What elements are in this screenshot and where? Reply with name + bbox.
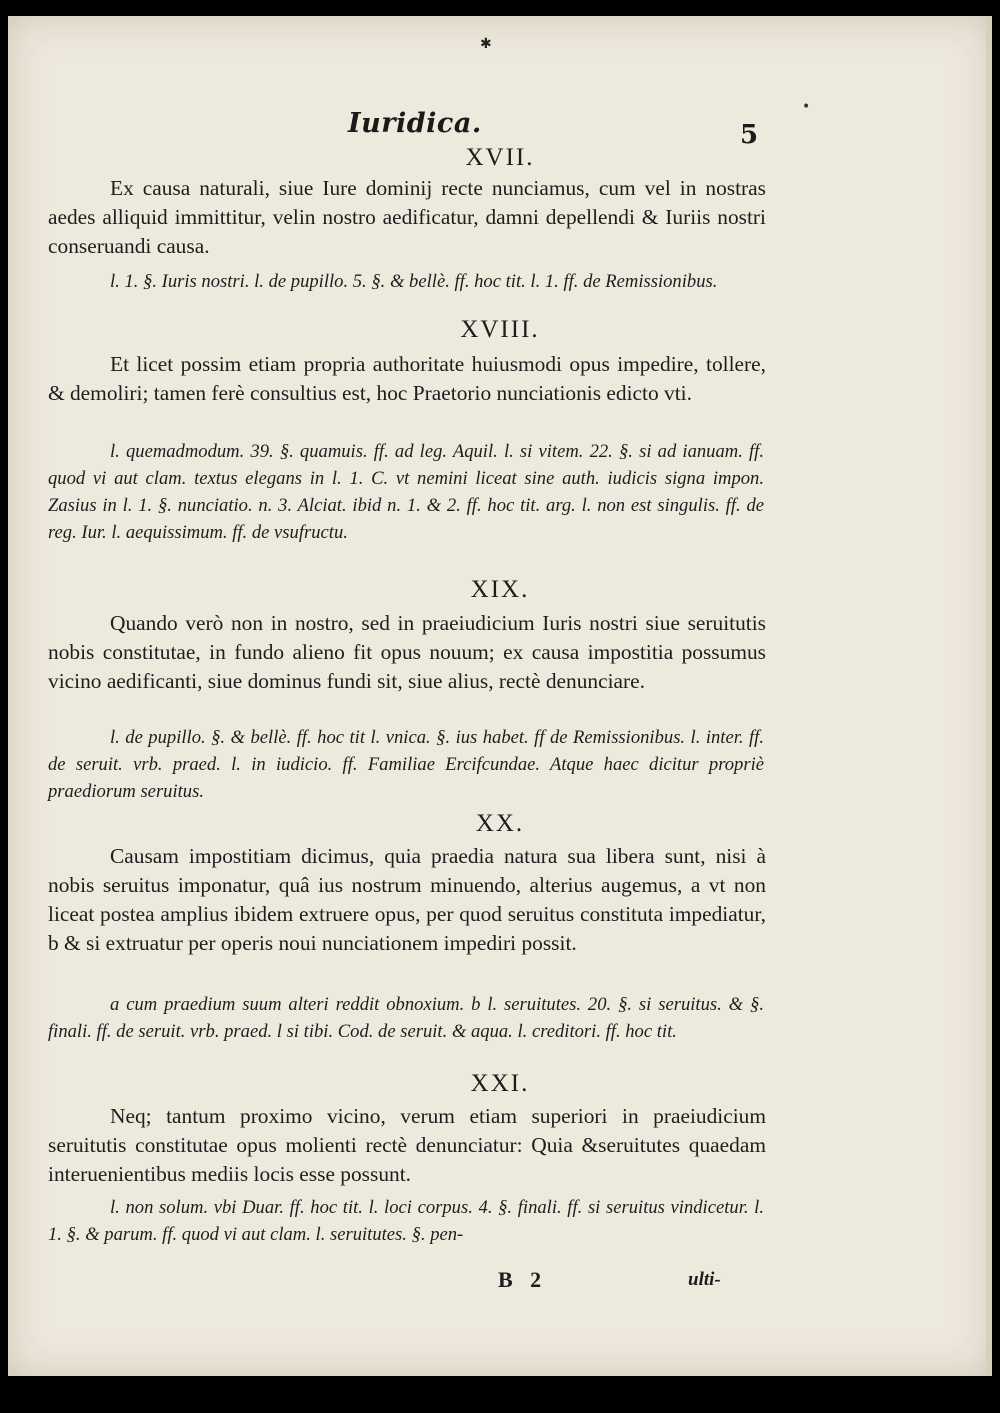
section-note: l. quemadmodum. 39. §. quamuis. ff. ad leg. Aquil. l. si vitem. 22. §. si ad ianuam. ff. quod vi aut clam. textus elegans in l. 1. C. vt nemini liceat sine auth. iudicis signa impon. Zasius in l. 1. §. nunciatio. n. 3. Alciat. ibid n. 1. & 2. ff. hoc tit. arg. l. non est singulis. ff. de reg. Iur. l. aequissimum. ff. de vsufructu.	[48, 441, 764, 543]
section-text: Ex causa naturali, siue Iure dominij recte nunciamus, cum vel in nostras aedes alliquid immittitur, velin nostro aedificatur, damni depellendi & Iuriis nostri conseruandi causa.	[48, 176, 766, 258]
section-text: Neq; tantum proximo vicino, verum etiam superiori in praeiudicium seruitutis constitutae opus molienti rectè denunciatur: Quia &seruitutes quaedam interuenientibus mediis locis esse possunt.	[48, 1104, 766, 1186]
running-title: Iuridica.	[348, 108, 482, 139]
page-number: 5	[740, 120, 759, 150]
signature-mark: B 2	[498, 1267, 548, 1292]
ink-speck: •	[802, 99, 811, 115]
section-text: Quando verò non in nostro, sed in praeiudicium Iuris nostri siue seruitutis nobis constitutae, in fundo alieno fit opus nouum; ex causa impostitia possumus vicino aedificanti, siue dominus fundi sit, siue alius, rectè denunciare.	[48, 611, 766, 693]
section-number: XX.	[475, 810, 525, 837]
section-note: l. non solum. vbi Duar. ff. hoc tit. l. loci corpus. 4. §. finali. ff. si seruitus vindicetur. l. 1. §. & parum. ff. quod vi aut clam. l. seruitutes. §. pen-	[48, 1197, 764, 1245]
ink-speck: ✱	[480, 36, 492, 52]
section-number: XVIII.	[460, 316, 540, 343]
book-page	[8, 16, 992, 1376]
section-number: XXI.	[470, 1070, 530, 1097]
section-number: XVII.	[465, 144, 535, 171]
section-note: l. de pupillo. §. & bellè. ff. hoc tit l. vnica. §. ius habet. ff de Remissionibus. l. inter. ff. de seruit. vrb. praed. l. in iudicio. ff. Familiae Ercifcundae. Atque haec dicitur propriè praediorum seruitus.	[48, 727, 764, 802]
section-note: a cum praedium suum alteri reddit obnoxium. b l. seruitutes. 20. §. si seruitus. & §. finali. ff. de seruit. vrb. praed. l si tibi. Cod. de seruit. & aqua. l. creditori. ff. hoc tit.	[48, 994, 764, 1042]
page-edge	[986, 16, 992, 1376]
catchword: ulti-	[688, 1269, 721, 1290]
section-text: Et licet possim etiam propria authoritate huiusmodi opus impedire, tollere, & demoliri; tamen ferè consultius est, hoc Praetorio nunciationis edicto vti.	[48, 352, 766, 405]
section-number: XIX.	[470, 576, 530, 603]
section-text: Causam impostitiam dicimus, quia praedia natura sua libera sunt, nisi à nobis seruitus imponatur, quâ ius nostrum minuendo, alterius augemus, a vt non liceat postea amplius ibidem extruere opus, per quod seruitus constituta impediatur, b & si extruatur per operis noui nunciationem impediri possit.	[48, 844, 766, 955]
section-note: l. 1. §. Iuris nostri. l. de pupillo. 5. §. & bellè. ff. hoc tit. l. 1. ff. de Remissionibus.	[110, 271, 718, 292]
